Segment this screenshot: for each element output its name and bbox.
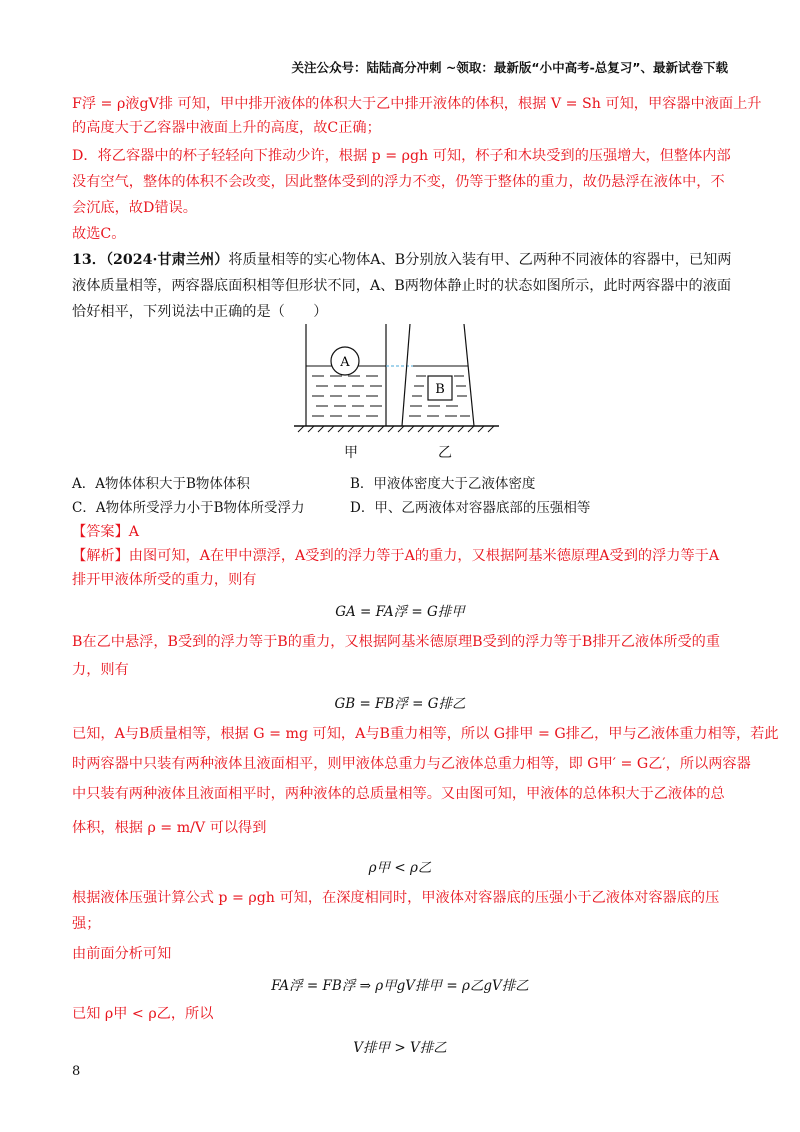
question-number: 13．（2024·甘肃兰州）: [72, 252, 229, 268]
analysis-line: 已知，A与B质量相等，根据 G = mg 可知，A与B重力相等，所以 G排甲 = G排乙，甲与乙液体重力相等，若此: [72, 726, 779, 742]
option-c: C．A物体所受浮力小于B物体所受浮力: [72, 500, 305, 516]
analysis-line: 力，则有: [72, 662, 129, 678]
label-jia: 甲: [344, 445, 358, 461]
analysis-line: 体积，根据 ρ = m/V 可以得到: [72, 820, 267, 836]
analysis-line: 【解析】由图可知，A在甲中漂浮，A受到的浮力等于A的重力，又根据阿基米德原理A受到的浮力等于A: [72, 548, 720, 564]
left-liquid-dashes: [312, 376, 382, 416]
option-b: B．甲液体密度大于乙液体密度: [350, 476, 536, 492]
prev-solution-line: 没有空气，整体的体积不会改变，因此整体受到的浮力不变，仍等于整体的重力，故仍悬浮在液体中，不: [72, 174, 725, 190]
ground-hatching: [298, 426, 494, 432]
ball-a-label: A: [340, 355, 350, 370]
page-header: 关注公众号：陆陆高分冲刺 ~领取：最新版“小中高考-总复习”、最新试卷下载: [291, 60, 728, 75]
equation-2: GB = FB浮 = G排乙: [334, 696, 466, 712]
equation-1: GA = FA浮 = G排甲: [335, 604, 465, 620]
option-a: A．A物体体积大于B物体体积: [72, 476, 250, 492]
right-wall-left: [402, 324, 410, 426]
analysis-line: 排开甲液体所受的重力，则有: [72, 572, 257, 588]
equation-3: ρ甲 < ρ乙: [368, 860, 432, 876]
options-row: [72, 472, 728, 496]
prev-solution-line: 会沉底，故D错误。: [72, 200, 197, 216]
question-line: 液体质量相等，两容器底面积相等但形状不同，A、B两物体静止时的状态如图所示，此时两容器中的液面: [72, 278, 732, 294]
prev-solution-line: F浮 = ρ液gV排 可知，甲中排开液体的体积大于乙中排开液体的体积，根据 V = Sh 可知，甲容器中液面上升: [72, 96, 762, 112]
analysis-line: 由前面分析可知: [72, 946, 172, 962]
label-yi: 乙: [438, 445, 452, 461]
question-line: [72, 248, 732, 272]
analysis-line: 根据液体压强计算公式 p = ρgh 可知，在深度相同时，甲液体对容器底的压强小于乙液体对容器底的压: [72, 890, 720, 906]
answer-label: 【答案】A: [72, 524, 139, 540]
prev-solution-line: D．将乙容器中的杯子轻轻向下推动少许，根据 p = ρgh 可知，杯子和木块受到的压强增大，但整体内部: [72, 148, 731, 164]
page-number: 8: [72, 1064, 81, 1079]
equation-5: V排甲 > V排乙: [353, 1040, 447, 1056]
question-text: 将质量相等的实心物体A、B分别放入装有甲、乙两种不同液体的容器中，已知两: [228, 252, 732, 268]
equation-4: FA浮 = FB浮 ⇒ ρ甲gV排甲 = ρ乙gV排乙: [271, 978, 529, 994]
option-d: D．甲、乙两液体对容器底部的压强相等: [350, 500, 591, 516]
analysis-line: 已知 ρ甲 < ρ乙，所以: [72, 1006, 214, 1022]
analysis-line: 强；: [72, 916, 101, 932]
page-content: [72, 92, 779, 1060]
block-b-label: B: [435, 382, 445, 397]
prev-solution-line: 的高度大于乙容器中液面上升的高度，故C正确；: [72, 120, 381, 136]
question-line: 恰好相平，下列说法中正确的是（ ）: [72, 304, 328, 320]
analysis-line: 时两容器中只装有两种液体且液面相平，则甲液体总重力与乙液体总重力相等，即 G甲′ = G乙′，所以两容器: [72, 756, 751, 772]
analysis-line: 中只装有两种液体且液面相平时，两种液体的总质量相等。又由图可知，甲液体的总体积大于乙液体的总: [72, 786, 725, 802]
question-figure: [72, 324, 728, 466]
prev-conclusion: 故选C。: [72, 226, 126, 242]
containers-diagram: [294, 324, 504, 434]
options-row: [72, 496, 728, 520]
right-wall-right: [464, 324, 474, 426]
analysis-line: B在乙中悬浮，B受到的浮力等于B的重力，又根据阿基米德原理B受到的浮力等于B排开乙液体所受的重: [72, 634, 721, 650]
